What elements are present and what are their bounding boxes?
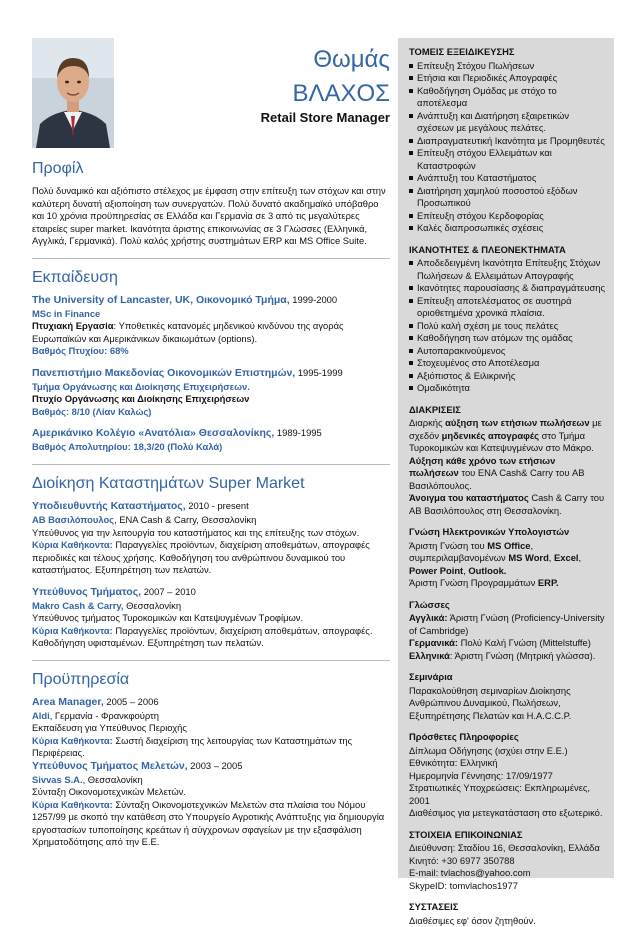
contact-section <box>409 829 606 893</box>
degree: Τμήμα Οργάνωσης και Διοίκησης Επιχειρήσεων. <box>32 381 390 394</box>
text-run: Αύξηση κάθε χρόνο των ετήσιων πωλήσεων <box>409 455 555 479</box>
text-run: Διαρκής <box>409 417 445 428</box>
job-description: Εκπαίδευση για Υπεύθυνος Περιοχής <box>32 722 390 735</box>
profile-photo <box>32 38 114 148</box>
company-details: , Θεσσαλονίκη <box>83 774 143 785</box>
job-position: Υπεύθυνος Τμήματος Μελετών, <box>32 760 188 772</box>
list-item: Διαπραγματευτική Ικανότητα με Προμηθευτές <box>409 135 606 148</box>
education-date: 1995-1999 <box>295 367 342 378</box>
company-name: Aldi <box>32 710 50 721</box>
contact-skype: SkypeID: tomvlachos1977 <box>409 880 606 893</box>
references-section <box>409 901 606 927</box>
seminars-text: Παρακολούθηση σεμιναρίων Διοίκησης Ανθρώπινου Δυναμικού, Πωλήσεων, Εξυπηρέτησης Πελατών και H.A.C.C.P. <box>409 685 606 723</box>
list-item: Διατήρηση χαμηλού ποσοστού εξόδων Προσωπικού <box>409 185 606 210</box>
language-level: Πολύ Καλή Γνώση (Mittelstuffe) <box>458 637 591 648</box>
duties-text: Παραγγελίες προϊόντων, διαχείριση αποθεμάτων, απογραφές. Καθοδήγηση υφισταμένων. Εξυπηρέτηση των πελατών. <box>32 625 372 649</box>
list-item: Αυτοπαρακινούμενος <box>409 345 606 358</box>
company-details: , Γερμανία - Φρανκφούρτη <box>50 710 159 721</box>
list-item: Ανάπτυξη του Καταστήματος <box>409 172 606 185</box>
text-run: ERP. <box>538 577 559 588</box>
languages-section <box>409 599 606 663</box>
list-item: Ετήσια και Περιοδικές Απογραφές <box>409 72 606 85</box>
job-role: Retail Store Manager <box>261 109 390 126</box>
list-item: Στοχευμένος στο Αποτέλεσμα <box>409 357 606 370</box>
job-entry <box>32 500 390 576</box>
job-description: Σύνταξη Οικονομοτεχνικών Μελετών. <box>32 786 390 799</box>
info-line: Εθνικότητα: Ελληνική <box>409 757 606 770</box>
job-entry <box>32 696 390 760</box>
last-name: ΒΛΑΧΟΣ <box>292 78 390 110</box>
education-section <box>32 267 390 454</box>
language-item <box>409 637 606 650</box>
divider <box>32 464 390 465</box>
list-item: Καθοδήγηση Ομάδας με στόχο το αποτέλεσμα <box>409 85 606 110</box>
profile-section <box>32 158 390 248</box>
duties-text: Σύνταξη Οικονομοτεχνικών Μελετών στα πλαίσια του Νόμου 1257/99 με σκοπό την κατάθεση στο Υπουργείο Αγροτικής Ανάπτυξης για δημιουργία εργοστασίων τυποποίησης κρεάτων ή σύγχρονων σφαγείων με την εξασφάλιση Χρηματοδότησης από την Ε.Ε. <box>32 799 384 848</box>
text-run: Outlook. <box>468 565 506 576</box>
text-run: με σχεδόν <box>409 417 602 441</box>
company-name: Sivvas S.A. <box>32 774 83 785</box>
company-details: Θεσσαλονίκη <box>124 600 182 611</box>
duties-label: Κύρια Καθήκοντα: <box>32 799 113 810</box>
language-item <box>409 650 606 663</box>
list-item: Επίτευξη στόχου Ελλειμάτων και Καταστροφών <box>409 147 606 172</box>
job-position: Area Manager, <box>32 696 104 708</box>
text-run: στο Τμήμα Τυροκομικών και Κατεψυγμένων στο Μάκρο. <box>409 430 594 454</box>
list-item: Καλές διαπροσωπικές σχέσεις <box>409 222 606 235</box>
skills-title: ΙΚΑΝΟΤΗΤΕΣ & ΠΛΕΟΝΕΚΤΗΜΑΤΑ <box>409 244 606 257</box>
list-item: Επίτευξη αποτελέσματος σε αυστηρά οριοθετημένα χρονικά πλαίσια. <box>409 295 606 320</box>
job-entry <box>32 586 390 650</box>
text-run: μηδενικές απογραφές <box>442 430 539 441</box>
thesis-text: : Υποθετικές κατανομές μηδενικού κινδύνου της αγοράς Ευρωπαϊκών και Αμερικάνικων δικαιωμάτων (options). <box>32 320 344 344</box>
extra-info-section <box>409 731 606 820</box>
text-run: , <box>463 565 468 576</box>
main-column <box>32 158 390 849</box>
duties-label: Κύρια Καθήκοντα: <box>32 625 113 636</box>
computers-title: Γνώση Ηλεκτρονικών Υπολογιστών <box>409 526 606 539</box>
text-run: , <box>579 552 582 563</box>
contact-address: Διεύθυνση: Σταδίου 16, Θεσσαλονίκη, Ελλάδα <box>409 842 606 855</box>
education-entry <box>32 427 390 453</box>
management-section <box>32 473 390 650</box>
job-description: Υπεύθυνος τμήματος Τυροκομικών και Κατεψυγμένων Τροφίμων. <box>32 612 390 625</box>
grade: Βαθμός: 8/10 (Λίαν Καλώς) <box>32 406 390 419</box>
education-date: 1999-2000 <box>290 294 337 305</box>
text-run: , <box>549 552 554 563</box>
job-date: 2010 - present <box>186 500 249 511</box>
text-run: Άνοιγμα του καταστήματος <box>409 492 529 503</box>
info-line: Ημερομηνία Γέννησης: 17/09/1977 <box>409 770 606 783</box>
text-run: αύξηση των ετήσιων πωλήσεων <box>445 417 589 428</box>
education-entry <box>32 367 390 418</box>
list-item: Καθοδήγηση των ατόμων της ομάδας <box>409 332 606 345</box>
job-position: Υποδιευθυντής Καταστήματος, <box>32 500 186 512</box>
text-run: Power Point <box>409 565 463 576</box>
duties-label: Κύρια Καθήκοντα: <box>32 735 113 746</box>
computers-section <box>409 526 606 590</box>
text-run: MS Word <box>508 552 548 563</box>
education-date: 1989-1995 <box>274 427 321 438</box>
experience-section <box>32 669 390 849</box>
experience-title: Προϋπηρεσία <box>32 669 390 690</box>
divider <box>32 660 390 661</box>
profile-text: Πολύ δυναμικό και αξιόπιστο στέλεχος με έμφαση στην επίτευξη των στόχων και στην καλύτερη δυνατή αξιοποίηση των συνεργατών. Πολύ δυνατό ακαδημαϊκό υπόβαθρο και 10 χρόνια προϋπηρεσίας σε Ελλάδα και Γερμανία σε 3 από τις μεγαλύτερες εταιρείες super market. Ικανότητα άριστης επικοινωνίας σε 3 Γλώσσες (Ελληνικά, Αγγλικά, Γερμανικά). Πολύ καλός χρήστης συστημάτων ERP και MS Office Suite. <box>32 185 390 248</box>
computers-text <box>409 577 606 590</box>
language-item <box>409 612 606 637</box>
company-name: Makro Cash & Carry, <box>32 600 124 611</box>
list-item: Ομαδικότητα <box>409 382 606 395</box>
language-level: Άριστη Γνώση (Proficiency-University of Cambridge) <box>409 612 605 636</box>
text-run: Excel <box>554 552 579 563</box>
degree-extra: Πτυχίο Οργάνωσης και Διοίκησης Επιχειρήσεων <box>32 393 390 406</box>
duties-label: Κύρια Καθήκοντα: <box>32 539 113 550</box>
expertise-section <box>409 46 606 235</box>
awards-title: ΔΙΑΚΡΙΣΕΙΣ <box>409 404 606 417</box>
language-name: Αγγλικά: <box>409 612 447 623</box>
text-run: Cash & Carry του AB Βασιλόπουλος στη Θεσσαλονίκη. <box>409 492 604 516</box>
expertise-list <box>409 60 606 235</box>
school-name: The University of Lancaster, UK, Οικονομικό Τμήμα, <box>32 294 290 306</box>
job-entry <box>32 760 390 849</box>
person-photo-icon <box>32 38 114 148</box>
management-title: Διοίκηση Καταστημάτων Super Market <box>32 473 390 494</box>
job-date: 2007 – 2010 <box>141 586 196 597</box>
awards-text <box>409 417 606 455</box>
profile-title: Προφίλ <box>32 158 390 179</box>
company-details: , ENA Cash & Carry, Θεσσαλονίκη <box>114 514 256 525</box>
contact-phone: Κινητό: +30 6977 350788 <box>409 855 606 868</box>
text-run: MS Office <box>487 540 530 551</box>
info-line: Στρατιωτικές Υποχρεώσεις: Εκπληρωμένες, 2001 <box>409 782 606 807</box>
job-date: 2005 – 2006 <box>104 696 159 707</box>
languages-title: Γλώσσες <box>409 599 606 612</box>
contact-title: ΣΤΟΙΧΕΙΑ ΕΠΙΚΟΙΝΩΝΙΑΣ <box>409 829 606 842</box>
list-item: Ικανότητες παρουσίασης & διαπραγμάτευσης <box>409 282 606 295</box>
language-name: Ελληνικά <box>409 650 450 661</box>
list-item: Ανάπτυξη και Διατήρηση εξαιρετικών σχέσεων με μεγάλους πελάτες. <box>409 110 606 135</box>
list-item: Επίτευξη Στόχου Πωλήσεων <box>409 60 606 73</box>
list-item: Αξιόπιστος & Ειλικρινής <box>409 370 606 383</box>
list-item: Επίτευξη στόχου Κερδοφορίας <box>409 210 606 223</box>
info-line: Δίπλωμα Οδήγησης (ισχύει στην Ε.Ε.) <box>409 745 606 758</box>
references-text: Διαθέσιμες εφ' όσον ζητηθούν. <box>409 915 606 927</box>
school-name: Πανεπιστήμιο Μακεδονίας Οικονομικών Επιστημών, <box>32 367 295 379</box>
job-date: 2003 – 2005 <box>188 760 243 771</box>
sidebar <box>398 38 614 878</box>
grade: Βαθμός Απολυτηρίου: 18,3/20 (Πολύ Καλά) <box>32 441 390 454</box>
text-run: του ENA Cash& Carry του AB Βασιλόπουλος. <box>409 467 585 491</box>
awards-section <box>409 404 606 518</box>
company-name: AB Βασιλόπουλος <box>32 514 114 525</box>
divider <box>32 258 390 259</box>
info-line: Διαθέσιμος για μετεγκατάσταση στο εξωτερικό. <box>409 807 606 820</box>
text-run: Άριστη Γνώση Προγραμμάτων <box>409 577 538 588</box>
awards-text <box>409 492 606 517</box>
duties-text: Παραγγελίες προϊόντων, διαχείριση αποθεμάτων, απογραφές περιοδικές και τέλους χρήσης. Καθοδήγηση του ανθρώπινου δυναμικού του καταστήματος. Εξυπηρέτηση των πελατών. <box>32 539 370 575</box>
computers-text <box>409 540 606 578</box>
job-description: Υπεύθυνος για την λειτουργία του καταστήματος και της επίτευξης των στόχων. <box>32 527 390 540</box>
skills-section <box>409 244 606 395</box>
first-name: Θωμάς <box>313 44 390 76</box>
list-item: Αποδεδειγμένη Ικανότητα Επίτευξης Στόχων Πωλήσεων & Ελλειμάτων Απογραφής <box>409 257 606 282</box>
education-title: Εκπαίδευση <box>32 267 390 288</box>
extra-info-title: Πρόσθετες Πληροφορίες <box>409 731 606 744</box>
text-run: Άριστη Γνώση του <box>409 540 487 551</box>
seminars-title: Σεμινάρια <box>409 671 606 684</box>
awards-text <box>409 455 606 493</box>
language-level: : Άριστη Γνώση (Μητρική γλώσσα). <box>450 650 596 661</box>
school-name: Αμερικάνικο Κολέγιο «Ανατόλια» Θεσσαλονίκης, <box>32 427 274 439</box>
references-title: ΣΥΣΤΑΣΕΙΣ <box>409 901 606 914</box>
education-entry <box>32 294 390 358</box>
skills-list <box>409 257 606 395</box>
degree: MSc in Finance <box>32 308 390 321</box>
text-run: , συμπεριλαμβανομένων <box>409 540 533 564</box>
seminars-section <box>409 671 606 722</box>
expertise-title: ΤΟΜΕΙΣ ΕΞΕΙΔΙΚΕΥΣΗΣ <box>409 46 606 59</box>
list-item: Πολύ καλή σχέση με τους πελάτες <box>409 320 606 333</box>
contact-email[interactable]: E-mail: tvlachos@yahoo.com <box>409 867 606 880</box>
language-name: Γερμανικά: <box>409 637 458 648</box>
duties-text: Σωστή διαχείριση της λειτουργίας των Καταστημάτων της Περιφέρειας. <box>32 735 352 759</box>
job-position: Υπεύθυνος Τμήματος, <box>32 586 141 598</box>
thesis-label: Πτυχιακή Εργασία <box>32 320 114 331</box>
grade: Βαθμός Πτυχίου: 68% <box>32 345 390 358</box>
